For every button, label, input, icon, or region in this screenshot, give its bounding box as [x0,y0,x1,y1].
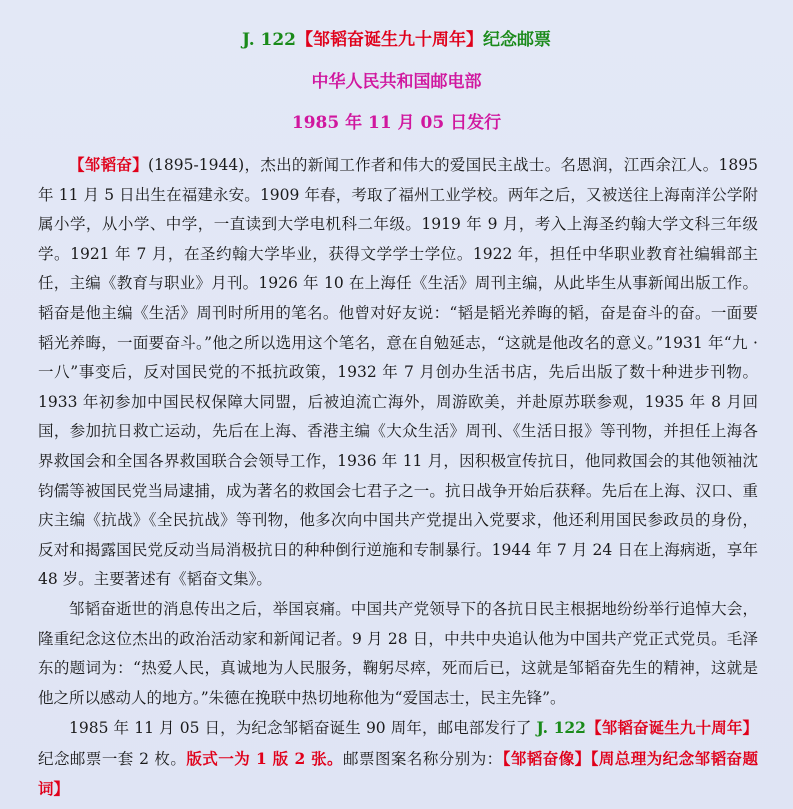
paragraph-biography [38,150,758,595]
stamp-title-line [0,25,793,50]
person-name: 【邹韬奋】 [69,155,148,174]
issue-mid: 纪念邮票一套 2 枚。 [38,749,187,768]
memorial-text: 邹韬奋逝世的消息传出之后，举国哀痛。中国共产党领导下的各抗日民主根据地纷纷举行追悼大会，隆重纪念这位杰出的政治活动家和新闻记者。9 月 28 日，中共中央追认他为中国共产党正式党员。毛泽东的题词为：“热爱人民，真诚地为人民服务，鞠躬尽瘁，死而后已，这就是邹韬奋先生的精神，这就是他之所以感动人的地方。”朱德在挽联中热切地称他为“爱国志士，民主先锋”。 [38,599,758,707]
issue-stamp-title: 【邹韬奋诞生九十周年】 [585,718,758,738]
issue-date: 1985 年 11 月 05 日发行 [291,113,502,133]
paragraph-memorial [38,595,758,713]
issue-stamp-code: J. 122 [536,718,586,738]
issue-format: 版式一为 1 版 2 张。 [186,748,344,768]
issue-names-intro: 邮票图案名称分别为： [343,749,503,768]
biography-text: (1895-1944)，杰出的新闻工作者和伟大的爱国民主战士。名恩润，江西余江人。1895 年 11 月 5 日出生在福建永安。1909 年春，考取了福州工业学校。两年之后，又被送往上海南洋公学附属小学，从小学、中学，一直读到大学电机科二年级。1919 年 9 月，考入上海圣约翰大学文科三年级学。1921 年 7 月，在圣约翰大学毕业，获得文学学士学位。1922 年，担任中华职业教育社编辑部主任，主编《教育与职业》月刊。1926 年 10 在上海任《生活》周刊主编，从此毕生从事新闻出版工作。韬奋是他主编《生活》周刊时所用的笔名。他曾对好友说：“韬是韬光养晦的韬，奋是奋斗的奋。一面要韬光养晦，一面要奋斗。”他之所以选用这个笔名，意在自勉延志，“这就是他改名的意义。”1931 年“九 · 一八”事变后，反对国民党的不抵抗政策，1932 年 7 月创办生活书店，先后出版了数十种进步刊物。1933 年初参加中国民权保障大同盟，后被迫流亡海外，周游欧美，并赴原苏联参观，1935 年 8 月回国，参加抗日救亡运动，先后在上海、香港主编《大众生活》周刊、《生活日报》等刊物，并担任上海各界救国会和全国各界救国联合会领导工作，1936 年 11 月，因积极宣传抗日，他同救国会的其他领袖沈钧儒等被国民党当局逮捕，成为著名的救国会七君子之一。抗日战争开始后获释。先后在上海、汉口、重庆主编《抗战》《全民抗战》等刊物，他多次向中国共产党提出入党要求，他还利用国民参政员的身份，反对和揭露国民党反动当局消极抗日的种种倒行逆施和专制暴行。1944 年 7 月 24 日在上海病逝，享年 48 岁。主要著述有《韬奋文集》。 [38,156,758,589]
design-name-2: 【周总理为纪念邹韬奋题词】 [38,748,758,799]
paragraph-stamp-issue [38,713,758,805]
issue-intro: 1985 年 11 月 05 日，为纪念邹韬奋诞生 90 周年，邮电部发行了 [69,719,537,738]
stamp-code: J. 122 [241,30,297,50]
issuer: 中华人民共和国邮电部 [311,72,482,92]
design-name-1: 【邹韬奋像】 [502,748,591,768]
stamp-suffix: 纪念邮票 [483,30,552,50]
stamp-title: 【邹韬奋诞生九十周年】 [296,30,484,50]
article-body [38,150,758,805]
